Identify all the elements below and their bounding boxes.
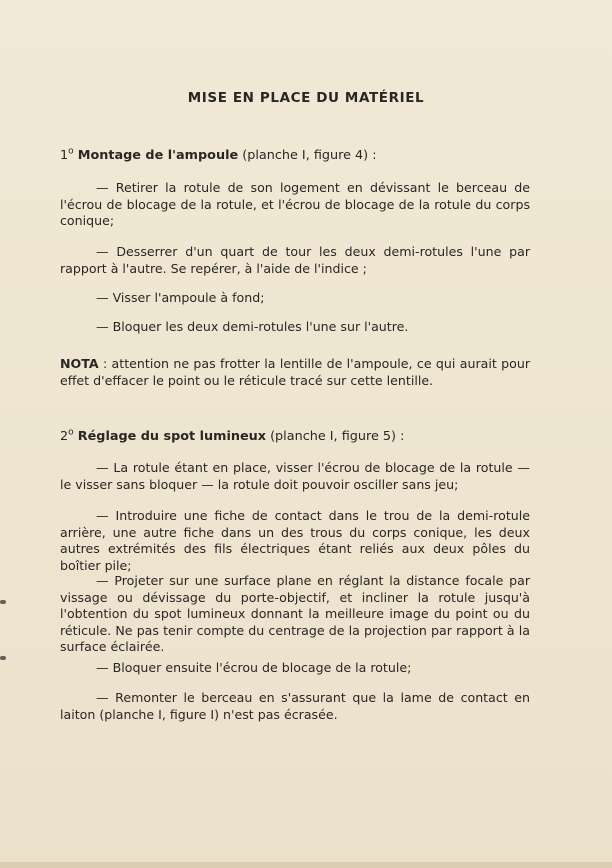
nota-paragraph (60, 356, 530, 389)
page-title: MISE EN PLACE DU MATÉRIEL (187, 90, 425, 106)
section-1-paragraph-3: — Visser l'ampoule à fond; (96, 290, 265, 305)
section-2-paragraph-4: — Bloquer ensuite l'écrou de blocage de la rotule; (96, 660, 412, 675)
section-2-reference: (planche I, figure 5) : (266, 429, 405, 444)
binding-hole-mark (0, 600, 6, 604)
section-2-heading (60, 429, 530, 446)
section-2-paragraph-2: — Introduire une fiche de contact dans le trou de la demi-rotule arrière, une autre fiche dans un des trous du corps conique, les deux autres extrémités des fils électriques étant reliés aux deux pôles du boîtier pile; (60, 508, 530, 573)
section-2-paragraph-1: — La rotule étant en place, visser l'écrou de blocage de la rotule — le visser sans bloquer — la rotule doit pouvoir osciller sans jeu; (60, 460, 530, 492)
section-1-paragraph-2: — Desserrer d'un quart de tour les deux demi-rotules l'une par rapport à l'autre. Se repérer, à l'aide de l'indice ; (60, 244, 530, 276)
section-1-heading (60, 148, 530, 165)
section-1-title: Montage de l'ampoule (77, 148, 239, 163)
section-2-title: Réglage du spot lumineux (77, 429, 266, 444)
section-2-paragraph-5: — Remonter le berceau en s'assurant que la lame de contact en laiton (planche I, figure I) n'est pas écrasée. (60, 690, 530, 722)
section-2-number: 2 (60, 429, 69, 444)
section-1-paragraph-4: — Bloquer les deux demi-rotules l'une sur l'autre. (96, 319, 409, 334)
page-bottom-edge (0, 862, 612, 868)
nota-text: : attention ne pas frotter la lentille de l'ampoule, ce qui aurait pour effet d'effacer le point ou le réticule tracé sur cette lentille. (60, 356, 530, 388)
nota-label: NOTA (60, 356, 99, 371)
binding-hole-mark (0, 656, 6, 660)
section-2-ordinal: o (68, 427, 74, 438)
section-1-paragraph-1: — Retirer la rotule de son logement en dévissant le berceau de l'écrou de blocage de la rotule, et l'écrou de blocage de la rotule du corps conique; (60, 180, 530, 229)
section-1-ordinal: o (68, 146, 74, 157)
section-1-number: 1 (60, 148, 69, 163)
section-2-paragraph-3: — Projeter sur une surface plane en réglant la distance focale par vissage ou dévissage du porte-objectif, et incliner la rotule jusqu'à l'obtention du spot lumineux donnant la meilleure image du point ou du réticule. Ne pas tenir compte du centrage de la projection par rapport à la surface éclairée. (60, 573, 530, 655)
section-1-reference: (planche I, figure 4) : (238, 148, 377, 163)
